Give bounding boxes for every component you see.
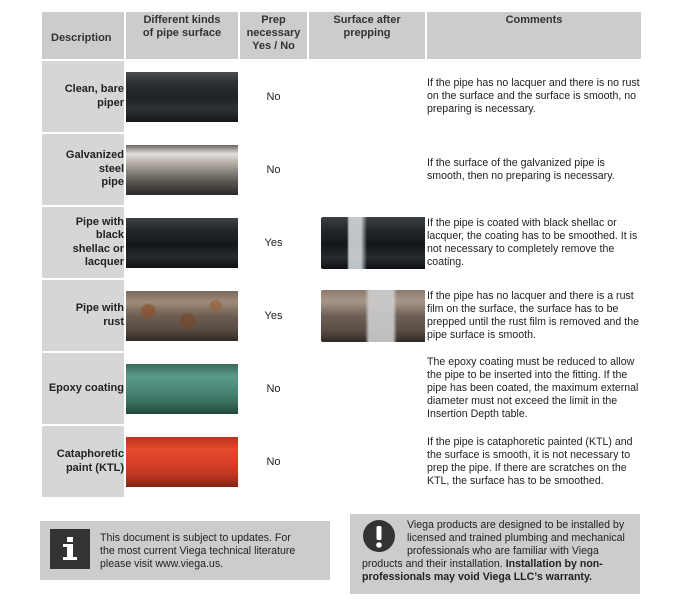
row-description-line: black [95, 229, 124, 241]
ktl-pipe-image [126, 437, 238, 487]
row-description-line: Cataphoretic [56, 448, 124, 460]
epoxy-pipe-image [126, 364, 238, 414]
header-description [41, 11, 125, 60]
table-row [41, 279, 642, 352]
row-description-line: Pipe with [75, 215, 124, 228]
warning-line: professionals who are familiar with Viega [407, 545, 599, 557]
header-row [41, 11, 642, 60]
after-photo-cell [308, 133, 426, 206]
header-after-line1: Surface after [333, 14, 401, 26]
row-comment: If the pipe has no lacquer and there is no rust on the surface and the surface is smooth, no preparing is necessary. [426, 60, 642, 133]
warning-line-bold: professionals may void Viega LLC’s warranty. [362, 571, 592, 583]
shellac-pipe-prepped-image [321, 217, 426, 269]
header-description-text: Description [51, 32, 112, 44]
warning-line [362, 558, 603, 571]
after-photo-cell [308, 279, 426, 352]
pipe-surface-table [40, 10, 641, 499]
galvanized-pipe-image [126, 145, 238, 195]
info-line: please visit www.viega.us. [100, 558, 224, 570]
after-photo-cell [308, 425, 426, 498]
prep-value: Yes [239, 279, 308, 352]
row-description-line: rust [103, 315, 124, 328]
row-comment: If the pipe is cataphoretic painted (KTL) and the surface is smooth, it is not necessary to prep the pipe. If there are scratches on the KTL, the surface has to be smoothed. [426, 425, 642, 498]
row-description-line: steel [98, 162, 124, 175]
warning-line-bold: Installation by non- [502, 558, 603, 570]
row-description [41, 206, 125, 279]
header-kinds-line2: of pipe surface [142, 27, 222, 39]
row-comment: If the surface of the galvanized pipe is smooth, then no preparing is necessary. [426, 133, 642, 206]
header-prep-line1: Prep [261, 14, 286, 26]
info-note-text [100, 532, 320, 571]
after-photo-cell [308, 206, 426, 279]
warning-line: licensed and trained plumbing and mechanical [407, 532, 625, 544]
prep-value: No [239, 133, 308, 206]
row-description [41, 425, 125, 498]
table-row [41, 352, 642, 425]
row-description [41, 352, 125, 425]
row-description-line: lacquer [84, 256, 124, 268]
row-description-line: Pipe with [75, 302, 124, 314]
header-comments-text: Comments [505, 14, 563, 26]
info-note [40, 521, 330, 580]
info-line: the most current Viega technical literature [100, 545, 296, 557]
pipe-photo-cell [125, 425, 239, 498]
pipe-photo-cell [125, 352, 239, 425]
header-comments [426, 11, 642, 60]
header-prep-line3: Yes / No [252, 40, 295, 52]
rusty-pipe-prepped-image [321, 290, 426, 342]
prep-value: Yes [239, 206, 308, 279]
rusty-pipe-image [126, 291, 238, 341]
row-description-line: Epoxy coating [48, 381, 124, 394]
row-comment: If the pipe has no lacquer and there is a rust film on the surface, the surface has to be prepped until the rust film is removed and the pipe surface is smooth. [426, 279, 642, 352]
header-prep [239, 11, 308, 60]
table-row [41, 133, 642, 206]
row-description-line: shellac or [72, 242, 124, 255]
warning-line: Viega products are designed to be installed by [407, 519, 625, 531]
info-icon [50, 529, 90, 569]
pipe-photo-cell [125, 206, 239, 279]
row-description-line: paint (KTL) [65, 461, 124, 474]
header-kinds-line1: Different kinds [143, 14, 221, 26]
header-prep-line2: necessary [246, 27, 301, 39]
table-row [41, 425, 642, 498]
prep-table [40, 10, 643, 499]
row-description [41, 279, 125, 352]
row-comment: The epoxy coating must be reduced to allow the pipe to be inserted into the fitting. If the pipe has been coated, the maximum external diameter must not exceed the limit in the Insertion Depth table. [426, 352, 642, 425]
info-line: This document is subject to updates. For [100, 532, 291, 544]
header-after [308, 11, 426, 60]
shellac-pipe-image [126, 218, 238, 268]
pipe-photo-cell [125, 279, 239, 352]
pipe-photo-cell [125, 60, 239, 133]
row-comment: If the pipe is coated with black shellac or lacquer, the coating has to be smoothed. It is not necessary to completely remove the coating. [426, 206, 642, 279]
table-row [41, 206, 642, 279]
clean-pipe-image [126, 72, 238, 122]
row-description [41, 60, 125, 133]
header-kinds [125, 11, 239, 60]
row-description-line: piper [97, 96, 124, 109]
after-photo-cell [308, 60, 426, 133]
header-after-line2: prepping [343, 27, 391, 39]
table-row [41, 60, 642, 133]
exclamation-icon [363, 520, 395, 552]
warning-line-regular: products and their installation. [362, 558, 503, 570]
row-description-line: Galvanized [65, 149, 124, 162]
row-description [41, 133, 125, 206]
pipe-photo-cell [125, 133, 239, 206]
prep-value: No [239, 352, 308, 425]
warning-note [350, 514, 640, 594]
after-photo-cell [308, 352, 426, 425]
prep-value: No [239, 425, 308, 498]
row-description-line: pipe [101, 176, 124, 189]
prep-value: No [239, 60, 308, 133]
row-description-line: Clean, bare [64, 83, 124, 95]
